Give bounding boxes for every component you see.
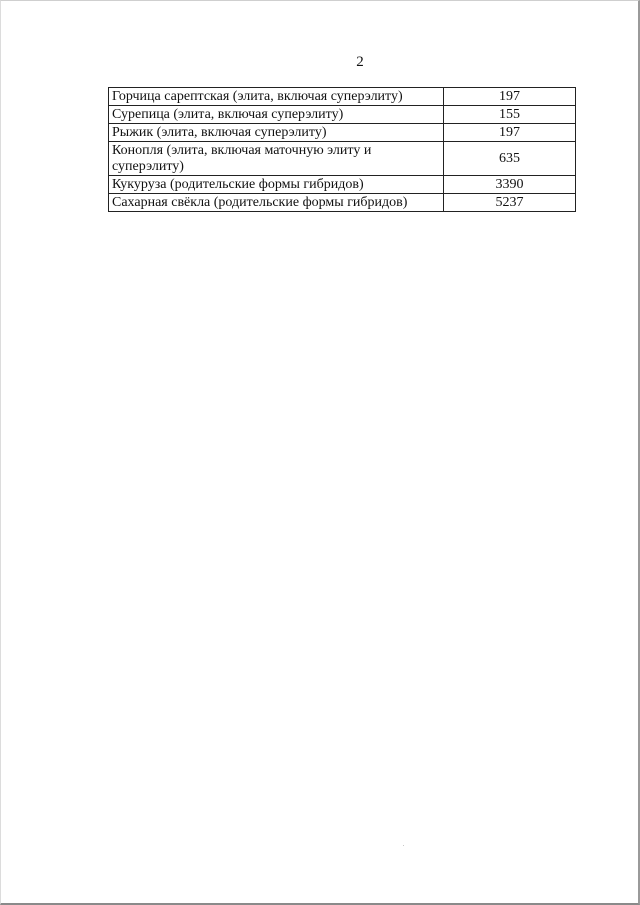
crop-name-cell: Горчица сарептская (элита, включая суперэлиту) [109, 88, 444, 106]
table-row [109, 88, 576, 106]
scan-speck [403, 845, 404, 846]
value-cell: 155 [444, 106, 576, 124]
crop-name-cell: Конопля (элита, включая маточную элиту и суперэлиту) [109, 142, 444, 176]
value-cell: 635 [444, 142, 576, 176]
value-cell: 5237 [444, 194, 576, 212]
seed-table [108, 87, 576, 212]
crop-name-cell: Кукуруза (родительские формы гибридов) [109, 176, 444, 194]
crop-name-cell: Сахарная свёкла (родительские формы гибридов) [109, 194, 444, 212]
table-row [109, 142, 576, 176]
value-cell: 197 [444, 88, 576, 106]
table-row [109, 124, 576, 142]
table-row [109, 176, 576, 194]
crop-name-cell: Рыжик (элита, включая суперэлиту) [109, 124, 444, 142]
page-number: 2 [356, 54, 364, 70]
table-row [109, 194, 576, 212]
value-cell: 197 [444, 124, 576, 142]
table-row [109, 106, 576, 124]
crop-name-cell: Сурепица (элита, включая суперэлиту) [109, 106, 444, 124]
value-cell: 3390 [444, 176, 576, 194]
